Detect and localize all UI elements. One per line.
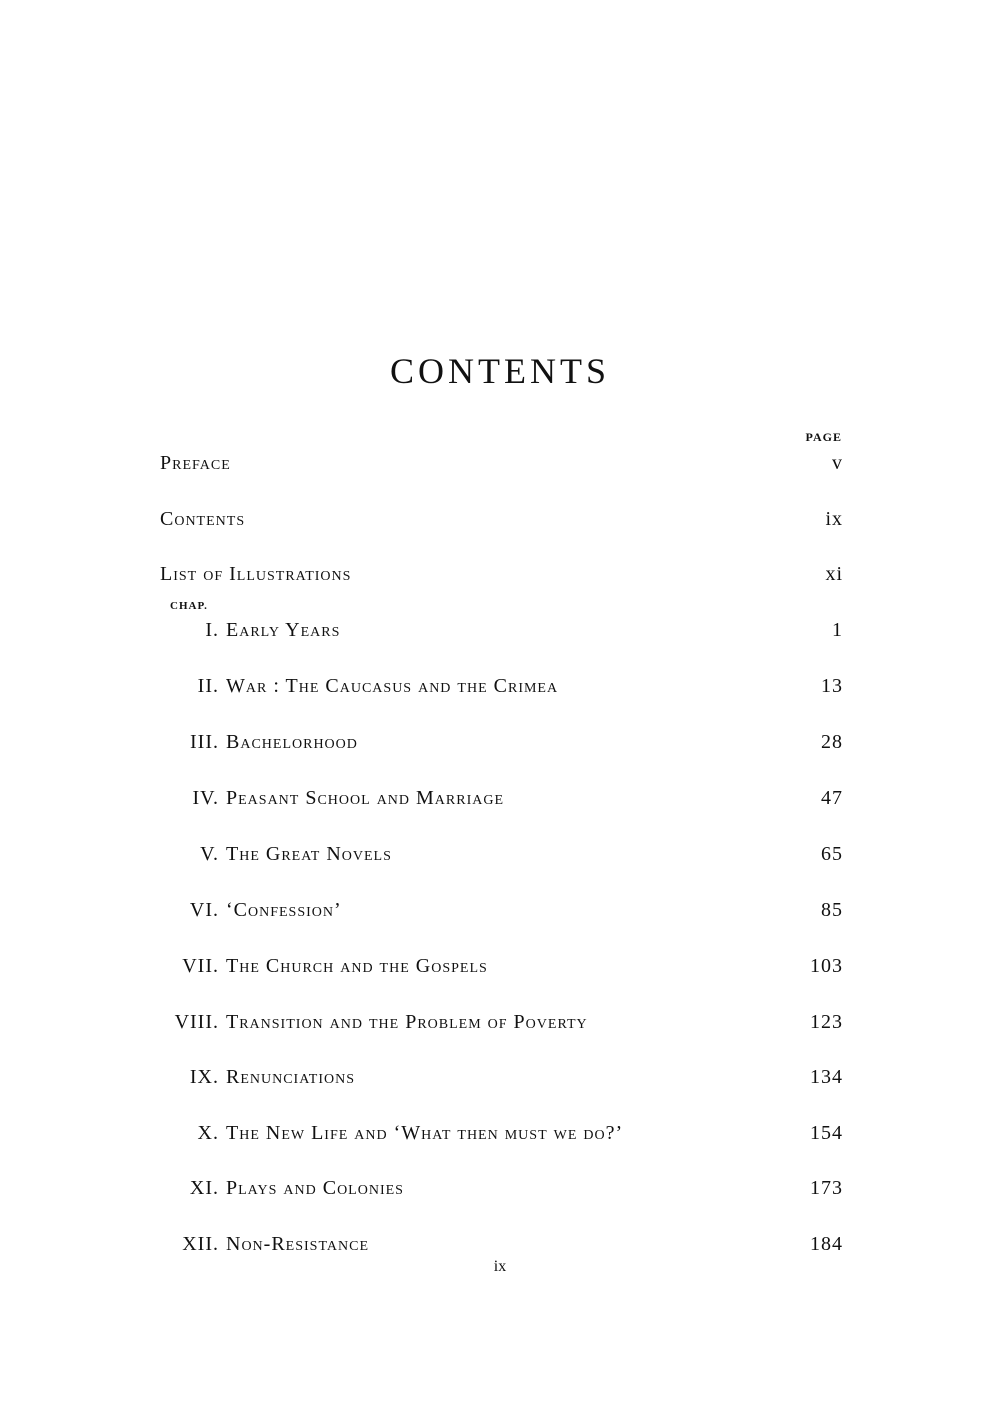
chapter-number: XI. [189,1177,219,1199]
chapter-page: 123 [810,1011,843,1033]
chapter-title: War : The Caucasus and the Crimea [226,675,559,697]
chapter-page: 184 [810,1233,843,1255]
toc-entry-page: v [832,452,843,474]
chapter-column-heading: CHAP. [170,600,208,612]
chapter-title: The New Life and ‘What then must we do?’ [226,1122,624,1144]
toc-chapter-row [158,1177,843,1207]
toc-chapter-row [158,843,843,873]
chapter-number: VIII. [174,1011,219,1033]
toc-entry-page: ix [825,508,843,530]
chapter-number: X. [197,1122,219,1144]
page-column-heading: PAGE [805,430,842,444]
chapter-page: 1 [832,619,843,641]
chapter-page: 154 [810,1122,843,1144]
chapter-number: II. [197,675,219,697]
toc-chapter-row [158,1066,843,1096]
chapter-title: The Church and the Gospels [226,955,488,977]
chapter-title: Early Years [226,619,341,641]
chapter-page: 13 [821,675,843,697]
chapter-number: V. [200,843,219,865]
page-folio: ix [493,1258,507,1275]
page-title: CONTENTS [390,351,610,391]
chapter-number: IX. [189,1066,219,1088]
chapter-title: Peasant School and Marriage [226,787,505,809]
chapter-number: IV. [192,787,219,809]
chapter-page: 103 [810,955,843,977]
toc-chapter-row [158,731,843,761]
chapter-title: The Great Novels [226,843,392,865]
toc-entry-contents [158,508,843,538]
chapter-title: Bachelorhood [226,731,358,753]
toc-chapter-row [158,899,843,929]
toc-chapter-row [158,675,843,705]
chapter-page: 65 [821,843,843,865]
chapter-title: ‘Confession’ [226,899,342,921]
chapter-title: Transition and the Problem of Poverty [226,1011,588,1033]
chapter-number: III. [190,731,219,753]
chapter-number: XII. [182,1233,219,1255]
toc-entry-preface [158,452,843,482]
chapter-number: VII. [182,955,219,977]
toc-entry-label: List of Illustrations [160,563,352,585]
toc-chapter-row [158,955,843,985]
chapter-number: I. [205,619,219,641]
chapter-title: Renunciations [226,1066,356,1088]
chapter-page: 85 [821,899,843,921]
chapter-page: 173 [810,1177,843,1199]
toc-chapter-row [158,1122,843,1152]
chapter-number: VI. [189,899,219,921]
toc-chapter-row [158,619,843,649]
chapter-page: 134 [810,1066,843,1088]
chapter-page: 47 [821,787,843,809]
toc-chapter-row [158,787,843,817]
toc-entry-label: Contents [160,508,246,530]
toc-entry-page: xi [825,563,843,585]
toc-entry-list-of-illustrations [158,563,843,593]
toc-entry-label: Preface [160,452,231,474]
chapter-title: Non-Resistance [226,1233,369,1255]
chapter-title: Plays and Colonies [226,1177,404,1199]
toc-chapter-row [158,1011,843,1041]
chapter-page: 28 [821,731,843,753]
